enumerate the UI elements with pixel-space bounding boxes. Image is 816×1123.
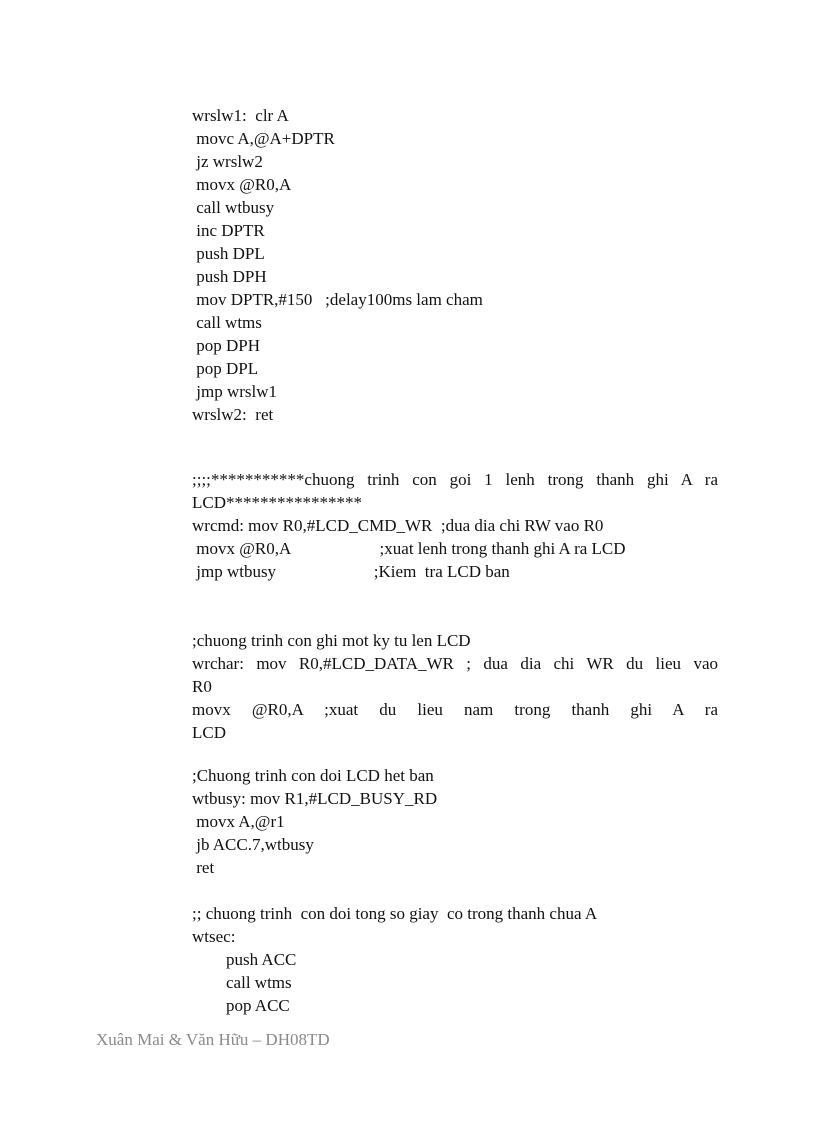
comment-line: ;;;;***********chuong trinh con goi 1 lenh trong thanh ghi A ra	[192, 470, 718, 489]
code-line: wrslw2: ret	[192, 405, 274, 424]
code-line: pop ACC	[192, 996, 290, 1015]
code-line: push DPH	[192, 267, 267, 286]
code-line: LCD	[192, 723, 226, 742]
code-line: jmp wtbusy ;Kiem tra LCD ban	[192, 562, 510, 581]
code-line: pop DPH	[192, 336, 261, 355]
code-block-wtsec	[192, 902, 718, 1017]
code-line: R0	[192, 677, 212, 696]
code-line: jz wrslw2	[192, 152, 263, 171]
code-line: movx @R0,A ;xuat lenh trong thanh ghi A ra LCD	[192, 539, 626, 558]
comment-line: ;; chuong trinh con doi tong so giay co trong thanh chua A	[192, 904, 598, 923]
code-line: jmp wrslw1	[192, 382, 277, 401]
code-line: movx @R0,A	[192, 175, 292, 194]
page-footer: Xuân Mai & Văn Hữu – DH08TD	[96, 1030, 330, 1049]
code-line: pop DPL	[192, 359, 259, 378]
code-block-wrchar	[192, 629, 718, 744]
code-line: movx A,@r1	[192, 812, 285, 831]
code-line: call wtms	[192, 313, 262, 332]
code-line: call wtms	[192, 973, 292, 992]
code-block-wrcmd	[192, 468, 718, 583]
code-line: movx @R0,A ;xuat du lieu nam trong thanh ghi A ra	[192, 700, 718, 719]
code-line: ret	[192, 858, 215, 877]
code-line: inc DPTR	[192, 221, 265, 240]
code-line: push ACC	[192, 950, 297, 969]
comment-line: ;Chuong trinh con doi LCD het ban	[192, 766, 434, 785]
code-line: wtsec:	[192, 927, 236, 946]
code-line: wrcmd: mov R0,#LCD_CMD_WR ;dua dia chi RW vao R0	[192, 516, 604, 535]
code-line: call wtbusy	[192, 198, 275, 217]
code-block-wtbusy	[192, 764, 718, 879]
comment-line: ;chuong trinh con ghi mot ky tu len LCD	[192, 631, 471, 650]
code-line: wrslw1: clr A	[192, 106, 289, 125]
code-block-wrslw	[192, 104, 718, 426]
code-line: push DPL	[192, 244, 265, 263]
code-line: mov DPTR,#150 ;delay100ms lam cham	[192, 290, 483, 309]
code-line: jb ACC.7,wtbusy	[192, 835, 314, 854]
code-line: wtbusy: mov R1,#LCD_BUSY_RD	[192, 789, 438, 808]
code-line: movc A,@A+DPTR	[192, 129, 335, 148]
comment-line: LCD****************	[192, 493, 362, 512]
code-line: wrchar: mov R0,#LCD_DATA_WR ; dua dia chi WR du lieu vao	[192, 654, 718, 673]
